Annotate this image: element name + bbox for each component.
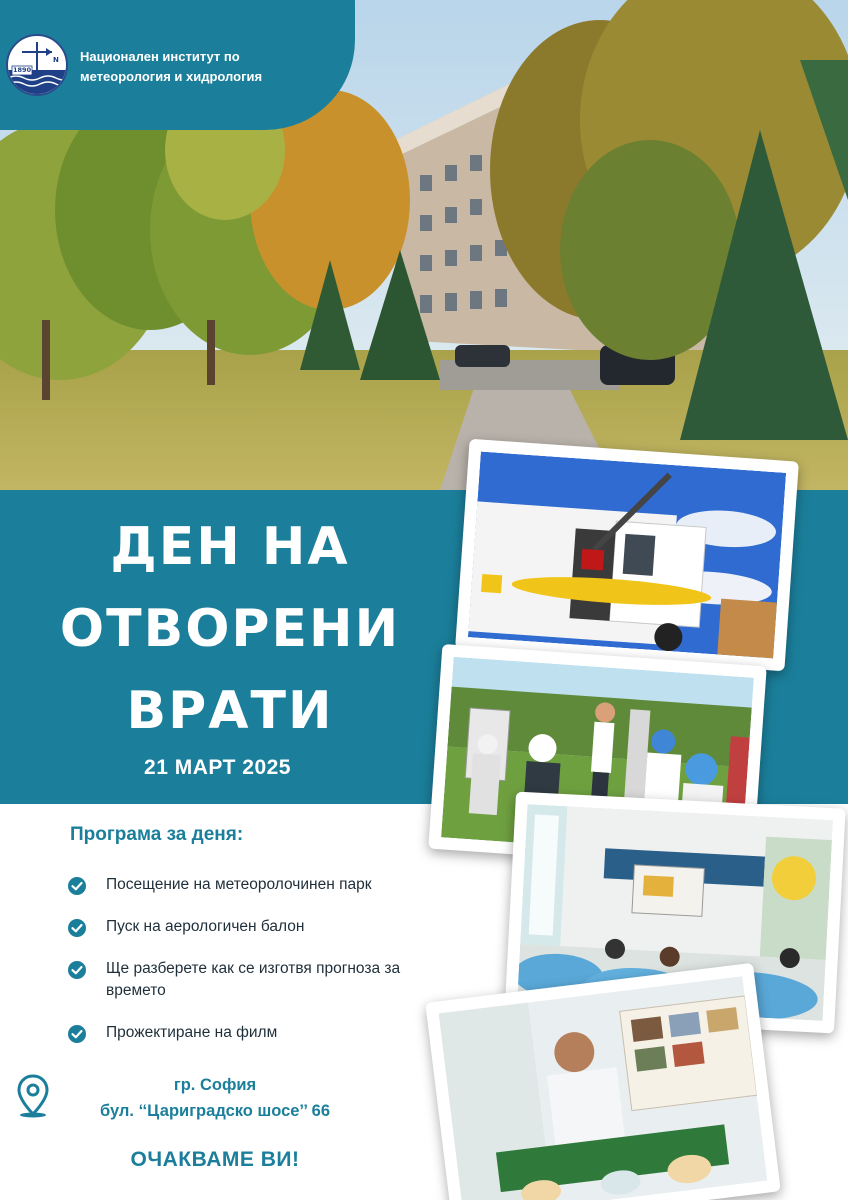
- program-item-label: Прожектиране на филм: [106, 1024, 278, 1041]
- event-date: 21 МАРТ 2025: [144, 756, 291, 779]
- program-item-label: Посещение на метеоролочинен парк: [106, 876, 372, 893]
- event-title: [20, 506, 440, 752]
- program-item: [68, 916, 468, 938]
- program-item-label: Ще разберете как се изготвя прогноза за времето: [106, 960, 401, 999]
- photo-weather-truck: [455, 439, 799, 672]
- check-circle-icon: [68, 961, 86, 979]
- institute-name: [80, 47, 340, 87]
- check-circle-icon: [68, 919, 86, 937]
- check-circle-icon: [68, 877, 86, 895]
- logo-year: 1890: [13, 66, 32, 74]
- address-street: бул. ‘‘Цариградско шосе’’ 66: [99, 1102, 331, 1120]
- event-address: [60, 1072, 370, 1124]
- program-heading: Програма за деня:: [70, 824, 244, 845]
- photo-presenter: [425, 963, 781, 1200]
- event-title-line2: ОТВОРЕНИ: [59, 599, 401, 659]
- program-item: [68, 958, 406, 1002]
- address-city: гр. София: [173, 1076, 257, 1094]
- call-to-action: ОЧАКВАМЕ ВИ!: [130, 1148, 300, 1171]
- program-item: [68, 874, 468, 896]
- svg-text:N: N: [53, 56, 59, 64]
- program-list: [68, 874, 468, 1064]
- institute-name-line2: метеорология и хидрология: [80, 69, 263, 84]
- check-circle-icon: [68, 1025, 86, 1043]
- program-item-label: Пуск на аерологичен балон: [106, 918, 305, 935]
- location-pin-icon: [16, 1074, 50, 1122]
- program-item: [68, 1022, 468, 1044]
- event-title-line1: ДЕН НА: [110, 517, 350, 577]
- institute-name-line1: Национален институт по: [80, 49, 240, 64]
- weather-vane-icon: [6, 34, 68, 96]
- event-title-line3: ВРАТИ: [126, 681, 334, 741]
- logo-banner: [0, 0, 355, 130]
